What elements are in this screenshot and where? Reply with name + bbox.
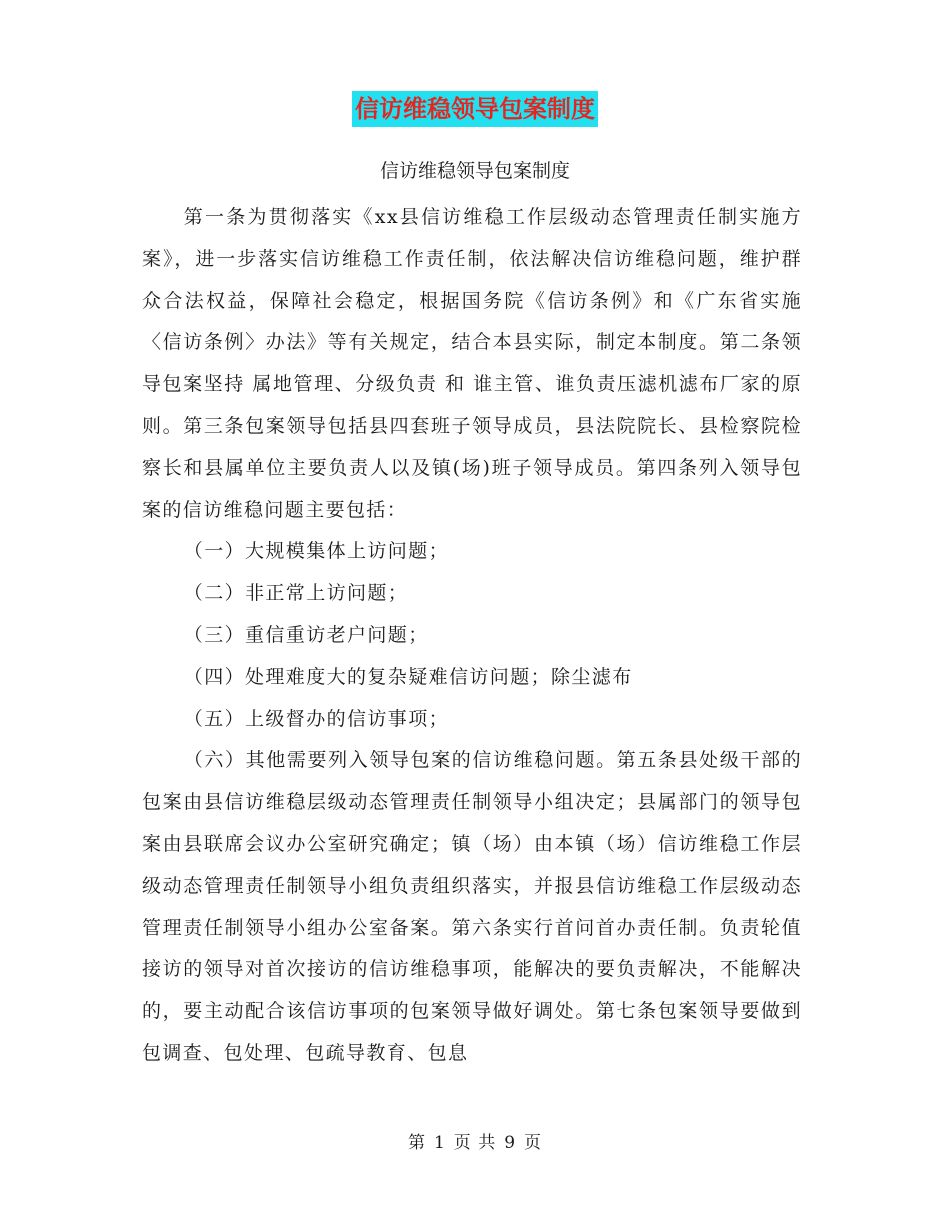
footer-prefix: 第 (407, 1133, 426, 1153)
list-item-1: （一）大规模集体上访问题； (183, 540, 449, 563)
footer-total-pages: 9 (504, 1133, 517, 1153)
list-item-4: （四）处理难度大的复杂疑难信访问题；除尘滤布 (183, 665, 633, 688)
footer-middle: 页 共 (453, 1133, 497, 1153)
document-body (142, 197, 802, 1075)
list-item-5: （五）上级督办的信访事项； (183, 707, 449, 730)
banner-wrap (0, 91, 950, 127)
document-subtitle: 信访维稳领导包案制度 (379, 160, 570, 182)
list-item-6: （六）其他需要列入领导包案的信访维稳问题。第五条县处级干部的包案由县信访维稳层级动态管理责任制领导小组决定；县属部门的领导包案由县联席会议办公室研究确定；镇（场）由本镇（场）信访维稳工作层级动态管理责任制领导小组负责组织落实，并报县信访维稳工作层级动态管理责任制领导小组办公室备案。第六条实行首问首办责任制。负责轮值接访的领导对首次接访的信访维稳事项，能解决的要负责解决，不能解决的，要主动配合该信访事项的包案领导做好调处。第七条包案领导要做到包调查、包处理、包疏导教育、包息 (142, 749, 802, 1064)
list-item-2: （二）非正常上访问题； (183, 582, 409, 605)
paragraph-main: 第一条为贯彻落实《xx县信访维稳工作层级动态管理责任制实施方案》，进一步落实信访维稳工作责任制，依法解决信访维稳问题，维护群众合法权益，保障社会稳定，根据国务院《信访条例》和《广东省实施〈信访条例〉办法》等有关规定，结合本县实际，制定本制度。第二条领导包案坚持 属地管理、分级负责 和 谁主管、谁负责压滤机滤布厂家的原则。第三条包案领导包括县四套班子领导成员，县法院院长、县检察院检察长和县属单位主要负责人以及镇(场)班子领导成员。第四条列入领导包案的信访维稳问题主要包括： (142, 206, 802, 521)
list-item-3: （三）重信重访老户问题； (183, 623, 429, 646)
footer-suffix: 页 (524, 1133, 543, 1153)
page-footer (0, 1130, 950, 1156)
document-banner-title: 信访维稳领导包案制度 (352, 91, 598, 127)
footer-page-number: 1 (433, 1133, 446, 1153)
